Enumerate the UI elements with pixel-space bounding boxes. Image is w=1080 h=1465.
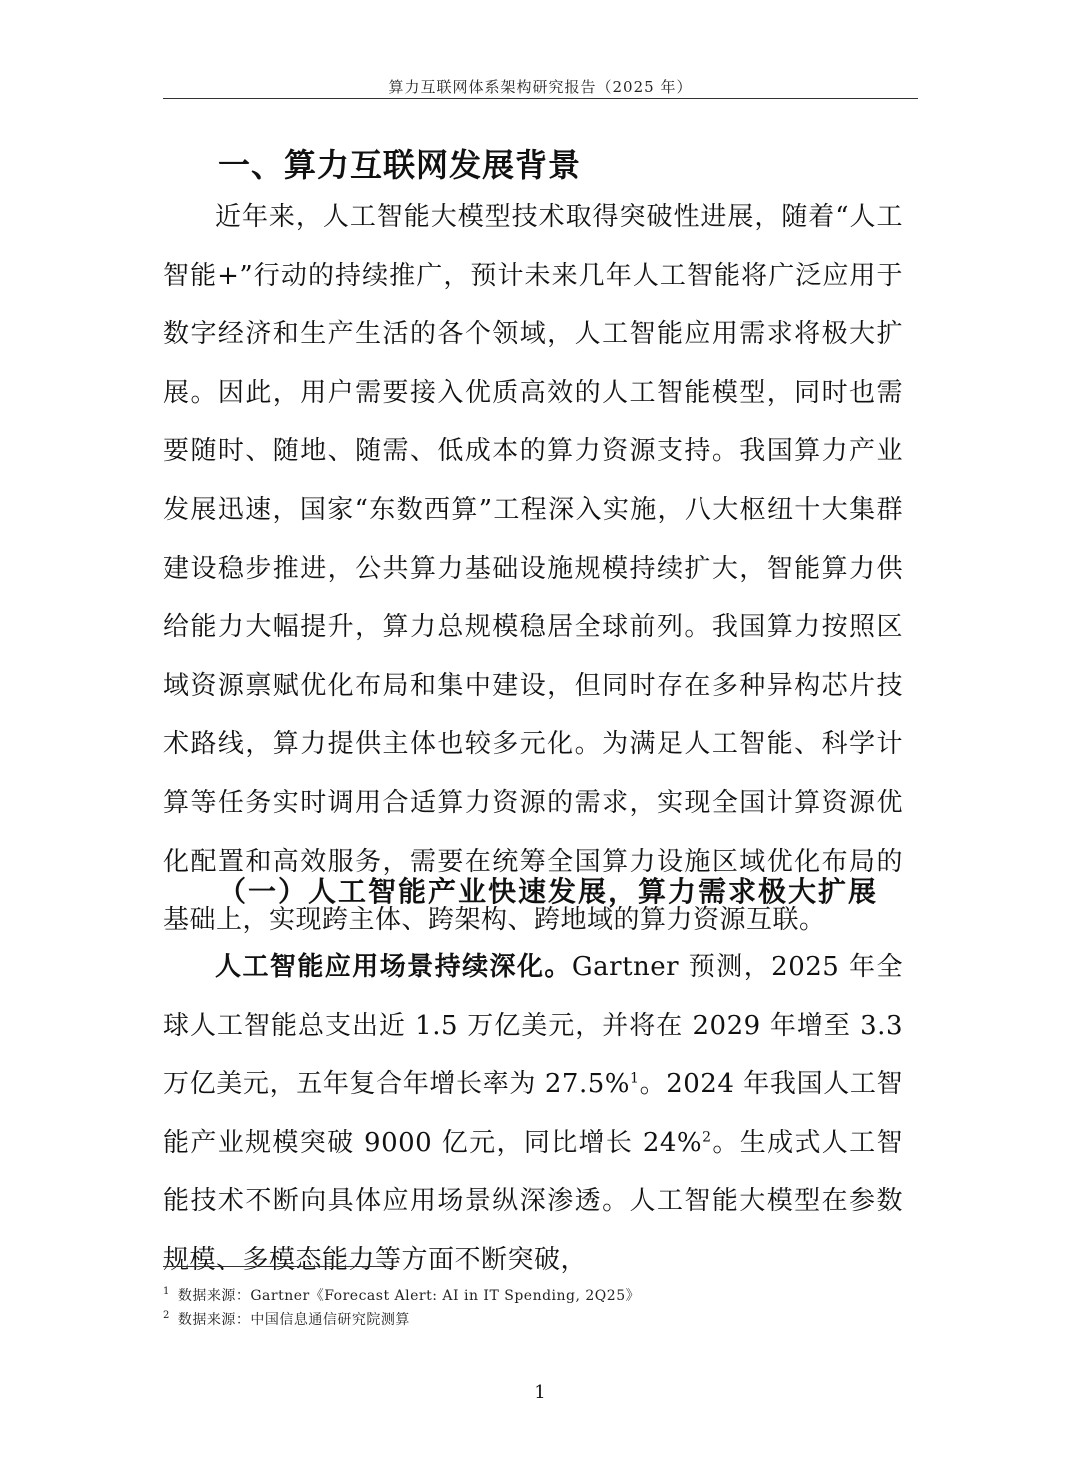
footnote-ref-1[interactable]: 1 xyxy=(630,1070,640,1087)
paragraph-text-part-1: Gartner 预测，2025 年全球人工智能总支出近 1.5 万亿美元，并将在 2029 年增至 3.3 万亿美元，五年复合年增长率为 27.5% xyxy=(163,952,903,1100)
footnote-1 xyxy=(163,1285,640,1305)
running-header: 算力互联网体系架构研究报告（2025 年） xyxy=(388,78,693,96)
section-heading: 一、算力互联网发展背景 xyxy=(218,146,582,184)
footnote-ref-2[interactable]: 2 xyxy=(702,1129,712,1146)
footnote-2 xyxy=(163,1309,410,1329)
footnote-rule xyxy=(163,1266,397,1267)
paragraph-text-part-3: 。生成式人工智能技术不断向具体应用场景纵深渗透。人工智能大模型在参数规模、多模态能力等方面不断突破， xyxy=(163,1127,903,1275)
paragraph-text-part-2: 。2024 年我国人工智能产业规模突破 9000 亿元，同比增长 24% xyxy=(163,1069,903,1158)
subsection-heading: （一）人工智能产业快速发展，算力需求极大扩展 xyxy=(218,875,879,908)
body-paragraph-1: 近年来，人工智能大模型技术取得突破性进展，随着“人工智能+”行动的持续推广，预计未来几年人工智能将广泛应用于数字经济和生产生活的各个领域，人工智能应用需求将极大扩展。因此，用户需要接入优质高效的人工智能模型，同时也需要随时、随地、随需、低成本的算力资源支持。我国算力产业发展迅速，国家“东数西算”工程深入实施，八大枢纽十大集群建设稳步推进，公共算力基础设施规模持续扩大，智能算力供给能力大幅提升，算力总规模稳居全球前列。我国算力按照区域资源禀赋优化布局和集中建设，但同时存在多种异构芯片技术路线，算力提供主体也较多元化。为满足人工智能、科学计算等任务实时调用合适算力资源的需求，实现全国计算资源优化配置和高效服务，需要在统筹全国算力设施区域优化布局的基础上，实现跨主体、跨架构、跨地域的算力资源互联。 xyxy=(163,202,903,936)
footnote-mark: 1 xyxy=(163,1286,170,1298)
page-number: 1 xyxy=(534,1382,546,1403)
body-paragraph-2 xyxy=(163,938,903,1290)
footnote-text: 数据来源：Gartner《Forecast Alert: AI in IT Spending, 2Q25》 xyxy=(177,1288,641,1304)
footnote-text: 数据来源：中国信息通信研究院测算 xyxy=(177,1312,410,1328)
paragraph-lead: 人工智能应用场景持续深化。 xyxy=(215,952,572,982)
header-rule xyxy=(163,98,918,99)
footnote-mark: 2 xyxy=(163,1310,170,1322)
